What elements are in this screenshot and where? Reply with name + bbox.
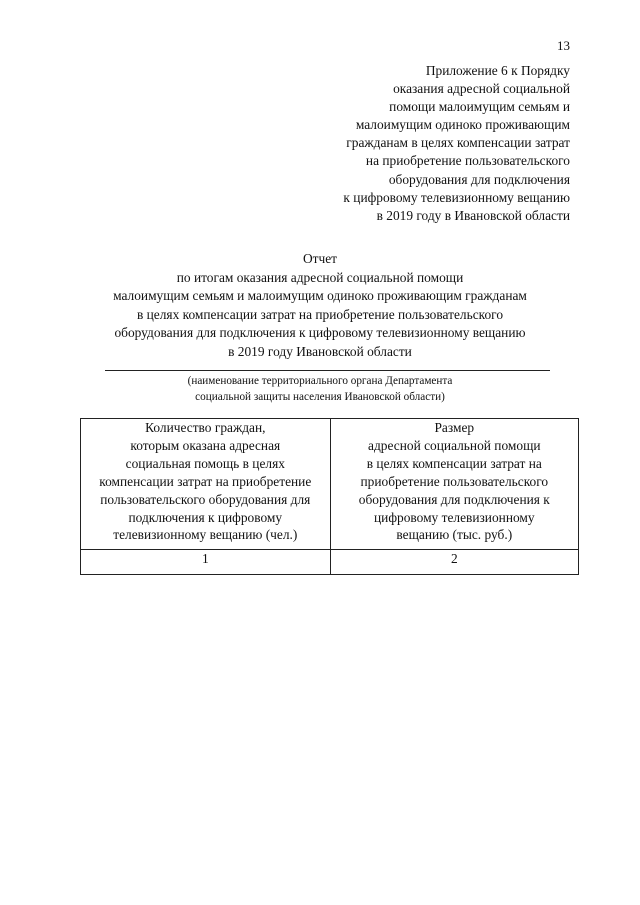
caption-line: социальной защиты населения Ивановской области) xyxy=(195,390,445,403)
caption-line: (наименование территориального органа Департамента xyxy=(187,375,453,387)
organ-name-caption xyxy=(0,374,640,405)
header-line: оборудования для подключения к xyxy=(358,491,550,507)
appendix-line: Приложение 6 к Порядку xyxy=(425,63,570,78)
report-title: Отчет xyxy=(302,251,338,266)
report-subtitle-line: по итогам оказания адресной социальной помощи xyxy=(176,269,464,285)
appendix-line: гражданам в целях компенсации затрат xyxy=(346,135,570,151)
appendix-line: на приобретение пользовательского xyxy=(365,153,570,169)
appendix-line: к цифровому телевизионному вещанию xyxy=(343,189,570,205)
header-line: подключения к цифровому xyxy=(128,509,283,525)
header-line: приобретение пользовательского xyxy=(360,473,549,489)
appendix-header xyxy=(270,62,570,225)
report-subtitle-line: в целях компенсации затрат на приобретение пользовательского xyxy=(136,306,504,322)
column-number-cell: 1 xyxy=(81,550,331,575)
header-line: адресной социальной помощи xyxy=(368,437,541,453)
report-subtitle-line: малоимущим семьям и малоимущим одиноко проживающим гражданам xyxy=(113,288,527,304)
header-line: телевизионному вещанию (чел.) xyxy=(113,527,298,543)
header-cell-assistance-amount xyxy=(330,419,578,550)
header-line: Размер xyxy=(434,420,475,435)
header-line: компенсации затрат на приобретение xyxy=(99,473,312,489)
column-number-cell: 2 xyxy=(330,550,578,575)
appendix-line: малоимущим одиноко проживающим xyxy=(355,117,570,133)
header-line: в целях компенсации затрат на xyxy=(366,455,542,471)
header-line: которым оказана адресная xyxy=(130,437,281,453)
report-subtitle-line: оборудования для подключения к цифровому телевизионному вещанию xyxy=(114,325,526,341)
report-heading xyxy=(0,250,640,362)
header-line: вещанию (тыс. руб.) xyxy=(396,527,513,543)
header-line: цифровому телевизионному xyxy=(374,509,535,525)
appendix-line: оборудования для подключения xyxy=(388,171,570,187)
appendix-line: помощи малоимущим семьям и xyxy=(389,99,570,115)
appendix-line: в 2019 году в Ивановской области xyxy=(376,207,570,223)
header-cell-citizens-count xyxy=(81,419,331,550)
report-subtitle-line: в 2019 году Ивановской области xyxy=(228,343,412,359)
header-line: пользовательского оборудования для xyxy=(100,491,311,507)
header-line: Количество граждан, xyxy=(145,420,266,435)
appendix-line: оказания адресной социальной xyxy=(393,81,570,97)
organ-name-fill-line xyxy=(105,370,550,371)
report-table xyxy=(80,418,579,575)
header-line: социальная помощь в целях xyxy=(125,455,285,471)
table-header-row xyxy=(81,419,579,550)
table-number-row xyxy=(81,550,579,575)
page-number: 13 xyxy=(557,38,570,53)
